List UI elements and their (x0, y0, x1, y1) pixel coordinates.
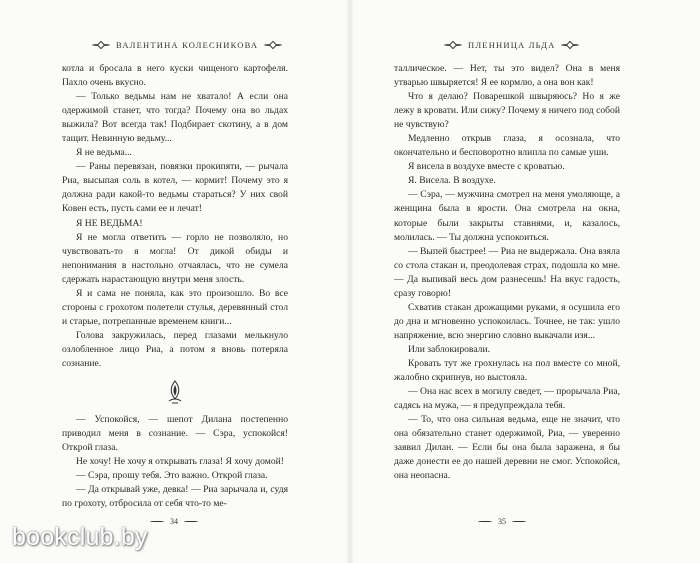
paragraph: Я. Висела. В воздухе. (408, 175, 496, 187)
ornament-icon (92, 42, 110, 48)
paragraph: Медленно открыв глаза, я осознала, что окончательно и бесповоротно влипла по самые уши. (394, 133, 620, 159)
paragraph: котла и бросала в него куски чищеного картофеля. Пахло очень вкусно. (62, 63, 288, 89)
fleuron-icon (166, 379, 184, 405)
paragraph: Или заблокировали. (408, 343, 490, 355)
paragraph: — Только ведьмы нам не хватало! А если она одержимой станет, что тогда? Почему она во льдах выжила? Вот всегда так! Подбирает скотину, а в дом тащит. Невинную ведьму... (62, 91, 288, 145)
right-body-text (394, 62, 620, 483)
left-text-section-1 (62, 62, 288, 371)
paragraph: — Успокойся, — шепот Дилана постепенно приводил меня в сознание. — Сэра, успокойся! Открой глаза. (62, 414, 288, 454)
left-page-number: 34 (170, 516, 178, 526)
paragraph: Я и сама не поняла, как это произошло. Во все стороны с грохотом полетели стулья, деревянный стол и старые, потрепанные временем книги... (62, 287, 288, 327)
paragraph: — Раны перевязан, повязки прокипяти, — рычала Риа, высыпая соль в котел, — кормит! Почему это я должна ради какой-то ведьмы стараться? У них свой Ковен есть, пусть сами ее и лечат! (62, 161, 288, 215)
paragraph: Кровать тут же грохнулась на пол вместе со мной, жалобно скрипнув, но выстояла. (394, 357, 620, 384)
left-text-section-2 (62, 413, 288, 511)
left-running-head (92, 38, 282, 52)
ornament-icon (444, 42, 462, 48)
ornament-icon (561, 42, 579, 48)
paragraph: Схватив стакан дрожащими руками, я осушила его до дна и мгновенно успокоилась. Точнее, не так: ушло напряжение, всю энергию словно выкачали изя... (394, 301, 620, 341)
paragraph: Голова закружилась, перед глазами мелькнуло озлобленное лицо Риа, а потом я вновь потеряла сознание. (62, 329, 288, 369)
paragraph: Я висела в воздухе вместе с кроватью. (408, 161, 565, 173)
paragraph: — Сэра, прошу тебя. Это важно. Открой глаза. (76, 470, 268, 482)
folio-ornament-icon (478, 519, 492, 524)
folio-ornament-icon (150, 519, 164, 524)
paragraph: — Сэра, — мужчина смотрел на меня умоляюще, а женщина была в ярости. Она смотрела на окна, которые были закрыты ставнями, и, казалось, молилась. — Ты должна успокоиться. (394, 189, 620, 243)
left-body-text (62, 62, 288, 511)
paragraph: — Она нас всех в могилу сведет, — прорычала Риа, садясь на мужа, — я предупреждала тебя. (394, 386, 620, 412)
section-break (62, 371, 288, 413)
watermark-logo: bookclub.by (12, 523, 148, 551)
right-running-head (444, 38, 579, 52)
right-folio (478, 515, 526, 527)
left-running-head-text: ВАЛЕНТИНА КОЛЕСНИКОВА (116, 40, 259, 50)
paragraph: — Выпей быстрее! — Риа не выдержала. Она взяла со стола стакан и, преодолевая страх, подошла ко мне. — Да выпивай весь дом разнесешь! На вкус гадость, сразу говорю! (394, 245, 620, 299)
right-running-head-text: ПЛЕННИЦА ЛЬДА (468, 40, 556, 50)
ornament-icon (264, 42, 282, 48)
right-page-number: 35 (498, 516, 506, 526)
paragraph: Что я делаю? Поварешкой швыряюсь? Но я же лежу в кровати. Или сижу? Почему я ничего под собой не чувствую? (394, 91, 620, 131)
paragraph: Я не ведьма... (76, 147, 132, 159)
folio-ornament-icon (184, 519, 198, 524)
paragraph: Я не могла ответить — горло не позволяло, но чувствовать-то я могла! От дикой обиды и непонимания в настольно отчаялась, что не сумела сдержать нарастающую внутри меня злость. (62, 231, 288, 285)
paragraph: таллическое. — Нет, ты это видел? Она в меня утварью швыряется! Я ее кормлю, а она вон как! (394, 63, 620, 89)
folio-ornament-icon (512, 519, 526, 524)
left-folio (150, 515, 198, 527)
paragraph: — То, что она сильная ведьма, еще не значит, что она обязательно станет одержимой, Риа, — уверенно заявил Дилан. — Если бы она была заражена, я бы даже донести ее до нашей деревни не смог. Успокойся, она неопасна. (394, 414, 620, 482)
paragraph: Не хочу! Не хочу я открывать глаза! Я хочу домой! (76, 456, 284, 468)
paragraph: Я НЕ ВЕДЬМА! (76, 217, 143, 229)
right-page (350, 0, 700, 563)
paragraph: — Да открывай уже, девка! — Риа зарычала и, судя по грохоту, отбросила от себя что-то ме- (62, 484, 288, 510)
